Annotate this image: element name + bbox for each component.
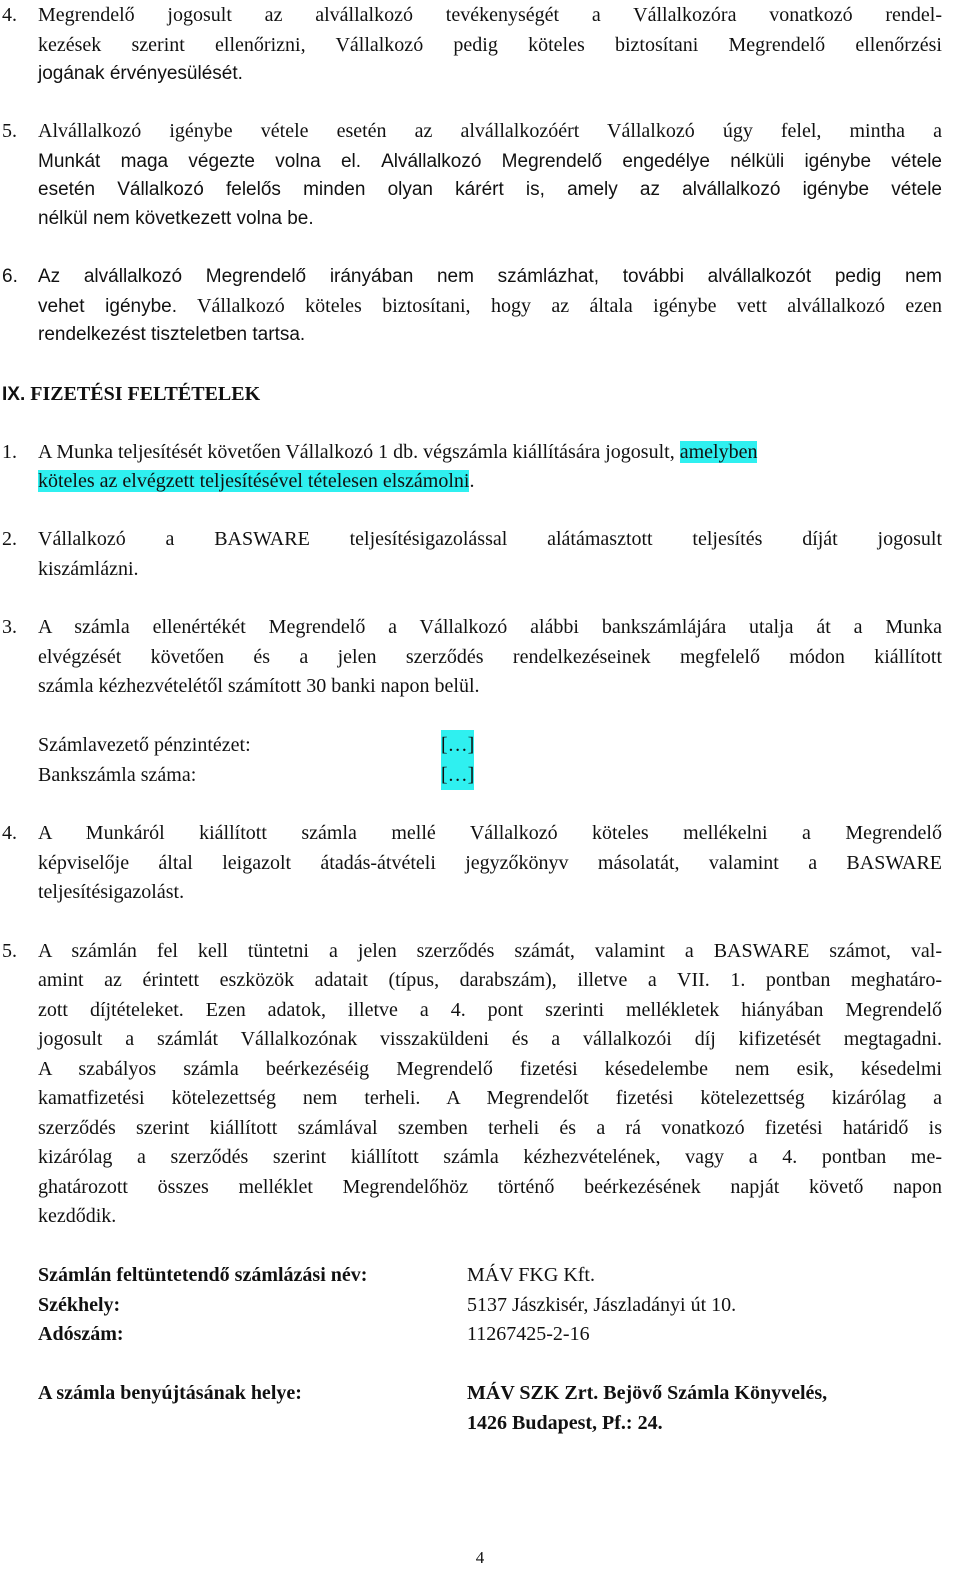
bank-account-label: Bankszámla száma: <box>38 764 197 786</box>
payment-1-number: 1. <box>2 441 17 463</box>
item-6-line-2 <box>38 291 942 322</box>
payment-5-number: 5. <box>2 940 17 962</box>
item-4-number: 4. <box>2 4 17 26</box>
invoice-seat-label: Székhely: <box>38 1294 121 1316</box>
item-5-line-2-first: Munkát maga végezte volna el. <box>38 151 362 172</box>
section-number: IX. <box>2 384 26 405</box>
payment-3-line-1: A számla ellenértékét Megrendelő a Vállalkozó alábbi bankszámlájára utalja át a Munka <box>38 616 942 638</box>
payment-4-line-1: A Munkáról kiállított számla mellé Vállalkozó köteles mellékelni a Megrendelő <box>38 822 942 844</box>
bank-institution-label: Számlavezető pénzintézet: <box>38 734 251 756</box>
payment-4-line-2: képviselője által leigazolt átadás-átvételi jegyzőkönyv másolatát, valamint a BASWARE <box>38 852 942 874</box>
item-6-line-2-first: vehet igénybe. <box>38 296 177 317</box>
invoice-place-value-line-1: MÁV SZK Zrt. Bejövő Számla Könyvelés, <box>467 1382 828 1404</box>
page-number: 4 <box>475 1548 485 1567</box>
bank-institution-value: […] <box>441 730 474 760</box>
item-6-line-1: Az alvállalkozó Megrendelő irányában nem számlázhat, további alvállalkozót pedig nem <box>38 266 942 287</box>
section-title: FIZETÉSI FELTÉTELEK <box>30 383 261 405</box>
item-5-line-2-second: Alvállalkozó Megrendelő engedélye nélküli igénybe vétele <box>381 151 942 172</box>
item-5-number: 5. <box>2 120 17 142</box>
payment-5-line-8: kizárólag a szerződés szerint kiállított számla kézhezvételének, vagy a 4. pontban me- <box>38 1146 942 1168</box>
payment-5-line-3: zott díjtételeket. Ezen adatok, illetve a 4. pont szerinti mellékletek hiányában Megrendelő <box>38 999 942 1021</box>
payment-1-line-1-text: A Munka teljesítését követően Vállalkozó 1 db. végszámla kiállítására jogosult, <box>38 441 675 463</box>
payment-1-line-1 <box>38 437 757 467</box>
item-6-line-2-second: Vállalkozó köteles biztosítani, hogy az általa igénybe vett alvállalkozó ezen <box>197 295 943 317</box>
payment-1-line-2-end: . <box>469 470 475 492</box>
payment-3-number: 3. <box>2 616 17 638</box>
invoice-seat-value: 5137 Jászkisér, Jászladányi út 10. <box>467 1294 737 1316</box>
payment-5-line-5: A szabályos számla beérkezéséig Megrendelő fizetési késedelembe nem esik, késedelmi <box>38 1058 942 1080</box>
invoice-place-value-line-2: 1426 Budapest, Pf.: 24. <box>467 1412 663 1434</box>
payment-5-line-4: jogosult a számlát Vállalkozónak visszaküldeni és a vállalkozói díj kifizetését megtagadni. <box>38 1028 942 1050</box>
invoice-place-label: A számla benyújtásának helye: <box>38 1382 302 1404</box>
payment-5-line-7: szerződés szerint kiállított számlával szemben terheli és a rá vonatkozó fizetési határidő is <box>38 1117 942 1139</box>
payment-1-line-2 <box>38 466 474 496</box>
payment-1-highlight-2: köteles az elvégzett teljesítésével tételesen elszámolni <box>38 470 470 492</box>
invoice-tax-value: 11267425-2-16 <box>467 1323 590 1345</box>
item-5-line-4: nélkül nem következett volna be. <box>38 208 314 229</box>
payment-2-line-2: kiszámlázni. <box>38 558 139 580</box>
payment-3-line-2: elvégzését követően és a jelen szerződés rendelkezéseinek megfelelő módon kiállított <box>38 646 942 668</box>
payment-1-highlight-1: amelyben <box>679 441 758 463</box>
item-5-line-2 <box>38 146 942 177</box>
payment-4-number: 4. <box>2 822 17 844</box>
payment-5-line-1: A számlán fel kell tüntetni a jelen szerződés számát, valamint a BASWARE számot, val- <box>38 940 942 962</box>
payment-2-line-1: Vállalkozó a BASWARE teljesítésigazolással alátámasztott teljesítés díját jogosult <box>38 528 942 550</box>
payment-2-number: 2. <box>2 528 17 550</box>
invoice-name-value: MÁV FKG Kft. <box>467 1264 595 1286</box>
item-4-line-3: jogának érvényesülését. <box>38 63 243 84</box>
item-4-line-1: Megrendelő jogosult az alvállalkozó tevékenységét a Vállalkozóra vonatkozó rendel- <box>38 4 942 26</box>
invoice-tax-label: Adószám: <box>38 1323 124 1345</box>
item-6-number: 6. <box>2 266 18 287</box>
item-5-line-1: Alvállalkozó igénybe vétele esetén az alvállalkozóért Vállalkozó úgy felel, mintha a <box>38 120 942 142</box>
payment-3-line-3: számla kézhezvételétől számított 30 banki napon belül. <box>38 675 480 697</box>
item-6-line-3: rendelkezést tiszteletben tartsa. <box>38 324 306 345</box>
payment-5-line-9: ghatározott összes melléklet Megrendelőhöz történő beérkezésének napját követő napon <box>38 1176 942 1198</box>
item-4-line-2: kezések szerint ellenőrizni, Vállalkozó pedig köteles biztosítani Megrendelő ellenőrzési <box>38 34 942 56</box>
payment-5-line-10: kezdődik. <box>38 1205 117 1227</box>
payment-5-line-2: amint az érintett eszközök adatait (típus, darabszám), illetve a VII. 1. pontban meghatáro- <box>38 969 942 991</box>
payment-5-line-6: kamatfizetési kötelezettség nem terheli. A Megrendelőt fizetési kötelezettség kizárólag a <box>38 1087 942 1109</box>
invoice-name-label: Számlán feltüntetendő számlázási név: <box>38 1264 368 1286</box>
payment-4-line-3: teljesítésigazolást. <box>38 881 185 903</box>
bank-account-value: […] <box>441 760 474 790</box>
section-heading <box>2 379 260 410</box>
item-5-line-3: esetén Vállalkozó felelős minden olyan kárért is, amely az alvállalkozó igénybe vétele <box>38 179 942 200</box>
